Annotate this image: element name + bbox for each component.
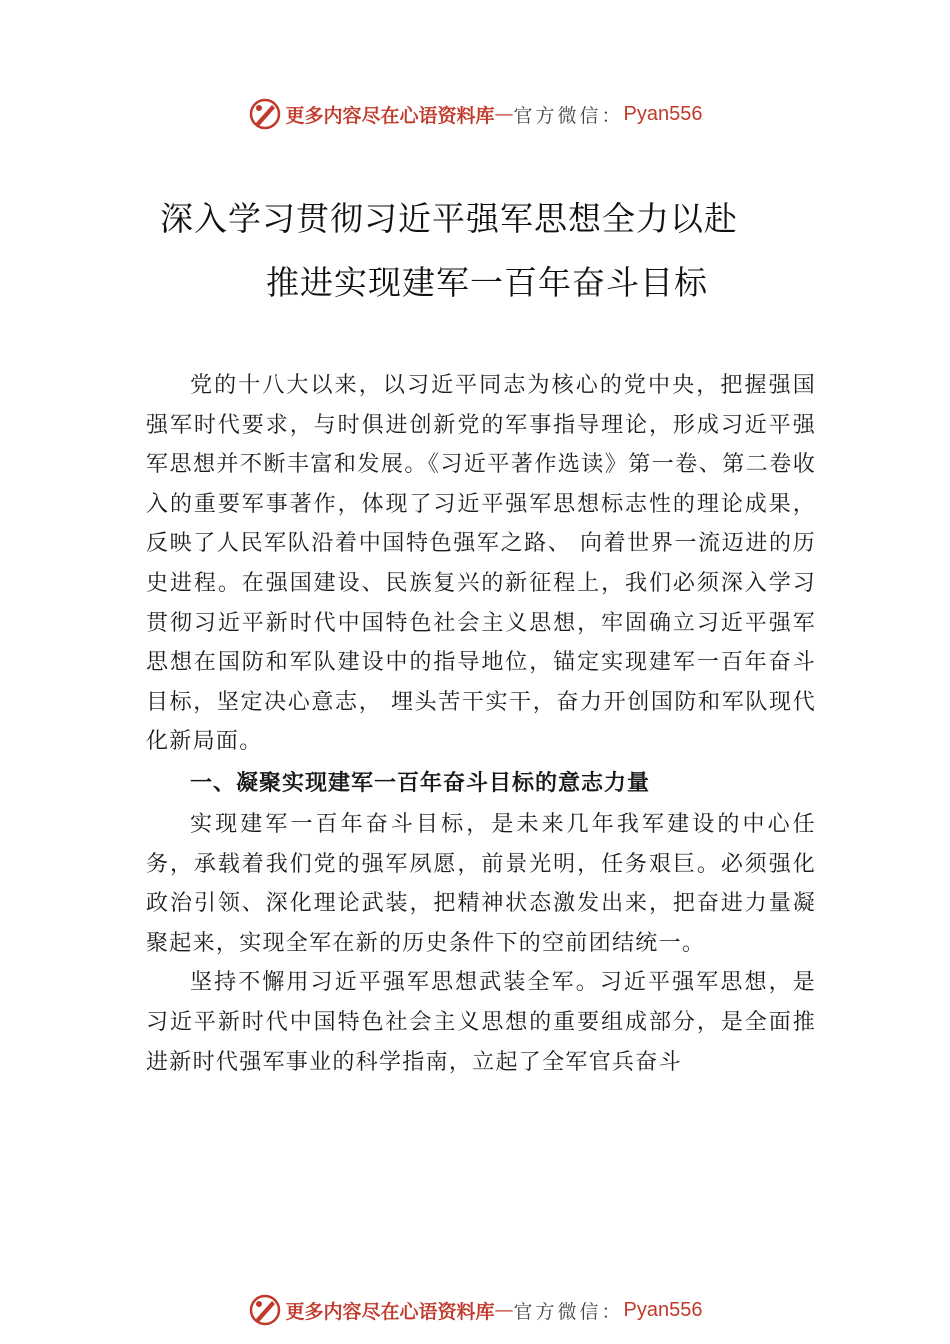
- paragraph-intro: 党的十八大以来，以习近平同志为核心的党中央，把握强国强军时代要求，与时俱进创新党的军事指导理论，形成习近平强军思想并不断丰富和发展。《习近平著作选读》第一卷、第二卷收入的重要军事著作，体现了习近平强军思想标志性的理论成果，反映了人民军队沿着中国特色强军之路、 向着世界一流迈进的历史进程。在强国建设、民族复兴的新征程上，我们必须深入学习贯彻习近平新时代中国特色社会主义思想，牢固确立习近平强军思想在国防和军队建设中的指导地位，锚定实现建军一百年奋斗目标，坚定决心意志， 埋头苦干实干，奋力开创国防和军队现代化新局面。: [146, 373, 816, 755]
- pen-circle-logo-icon: [248, 1293, 282, 1327]
- banner-main-text: 更多内容尽在心语资料库: [285, 1300, 495, 1323]
- banner-wechat-id: Pyan556: [623, 102, 703, 125]
- footer-banner: [0, 1288, 950, 1332]
- document-title-line1: 深入学习贯彻习近平强军思想全力以赴: [160, 199, 738, 238]
- banner-wechat-id: Pyan556: [623, 1298, 703, 1321]
- header-banner: [0, 92, 950, 136]
- document-title-line2: 推进实现建军一百年奋斗目标: [266, 263, 708, 302]
- paragraph-3: 坚持不懈用习近平强军思想武装全军。习近平强军思想，是习近平新时代中国特色社会主义思想的重要组成部分，是全面推进新时代强军事业的科学指南，立起了全军官兵奋斗: [146, 970, 816, 1075]
- section-heading-1: 一、凝聚实现建军一百年奋斗目标的意志力量: [190, 770, 651, 796]
- banner-dash: —: [494, 103, 514, 125]
- banner-dash: —: [494, 1299, 514, 1321]
- document-body: [146, 366, 816, 1082]
- banner-wechat-label: 官方微信：: [513, 1300, 624, 1323]
- banner-wechat-label: 官方微信：: [513, 104, 624, 127]
- pen-circle-logo-icon: [248, 97, 282, 131]
- banner-main-text: 更多内容尽在心语资料库: [285, 104, 495, 127]
- paragraph-2: 实现建军一百年奋斗目标，是未来几年我军建设的中心任务，承载着我们党的强军夙愿，前景光明，任务艰巨。必须强化政治引领、深化理论武装，把精神状态激发出来，把奋进力量凝聚起来，实现全军在新的历史条件下的空前团结统一。: [146, 811, 816, 956]
